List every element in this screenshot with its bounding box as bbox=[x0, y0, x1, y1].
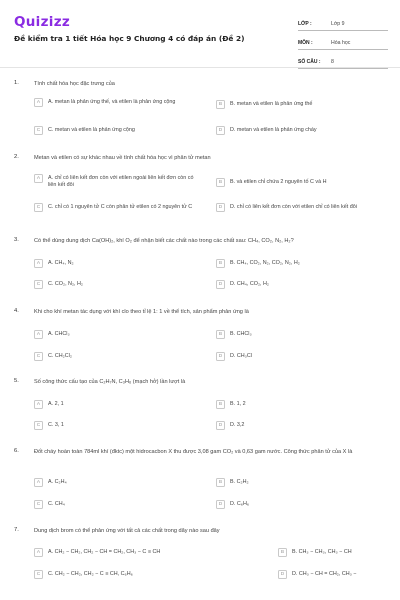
question-text: Số công thức cấu tạo của C₂H₇N, C₃H₆ (mạch hở) lần lượt là bbox=[34, 379, 186, 385]
meta-count-label: SỐ CÂU : bbox=[298, 59, 321, 65]
option-letter: B bbox=[216, 478, 225, 487]
option-letter: D bbox=[278, 570, 287, 579]
option-text: C. 3, 1 bbox=[48, 421, 64, 428]
worksheet-header bbox=[0, 0, 400, 64]
option-text: C. CO₂, N₂, H₂ bbox=[48, 280, 84, 287]
option-d[interactable] bbox=[216, 280, 392, 289]
option-text: D. chỉ có liên kết đơn còn với etilen chỉ có liên kết đôi bbox=[230, 203, 357, 210]
option-letter: B bbox=[216, 400, 225, 409]
option-c[interactable] bbox=[34, 421, 206, 430]
option-text: B. 1, 2 bbox=[230, 400, 246, 407]
option-text: B. CH₃ − CH₃, CH₃ − CH bbox=[292, 548, 352, 555]
option-a[interactable] bbox=[34, 400, 206, 409]
option-b[interactable] bbox=[216, 330, 392, 339]
option-letter: D bbox=[216, 421, 225, 430]
question-text: Dung dịch brom có thể phản ứng với tất cả các chất trong dãy nào sau đây bbox=[34, 528, 220, 534]
option-d[interactable] bbox=[278, 570, 398, 579]
option-text: A. metan là phản ứng thế, và etilen là phản ứng cộng bbox=[48, 98, 176, 105]
option-text: A. CH₂ − CH₂, CH₂ − CH = CH₂, CH₃ − C ≡ CH bbox=[48, 548, 161, 555]
option-text: B. CH₄, CO₂, N₂, CO₂, N₂, H₂ bbox=[230, 259, 300, 266]
option-text: A. CH₄, N₂ bbox=[48, 259, 74, 266]
option-letter: C bbox=[34, 570, 43, 579]
option-text: A. CHCl₃ bbox=[48, 330, 70, 337]
option-letter: D bbox=[216, 280, 225, 289]
option-letter: A bbox=[34, 548, 43, 557]
option-a[interactable] bbox=[34, 478, 206, 487]
option-text: C. CH₄ bbox=[48, 500, 65, 507]
option-d[interactable] bbox=[216, 421, 392, 430]
option-letter: B bbox=[278, 548, 287, 557]
question-number: 3. bbox=[14, 237, 19, 243]
question-number: 5. bbox=[14, 378, 19, 384]
option-text: B. CHCl₃ bbox=[230, 330, 252, 337]
meta-class-row bbox=[298, 14, 388, 31]
option-letter: C bbox=[34, 280, 43, 289]
worksheet-title: Đề kiểm tra 1 tiết Hóa học 9 Chương 4 có đáp án (Đề 2) bbox=[14, 34, 245, 43]
option-d[interactable] bbox=[216, 500, 392, 509]
question-text: Tính chất hóa học đặc trưng của bbox=[34, 81, 115, 87]
option-letter: C bbox=[34, 203, 43, 212]
option-c[interactable] bbox=[34, 203, 206, 212]
option-a[interactable] bbox=[34, 174, 206, 189]
option-text: B. metan và etilen là phản ứng thế bbox=[230, 100, 313, 107]
worksheet-meta bbox=[298, 14, 388, 71]
option-b[interactable] bbox=[278, 548, 398, 557]
option-letter: D bbox=[216, 203, 225, 212]
option-b[interactable] bbox=[216, 478, 392, 487]
quizizz-logo: Quizizz bbox=[14, 14, 71, 30]
option-text: D. CH₄, CO₂, H₂ bbox=[230, 280, 270, 287]
option-letter: A bbox=[34, 478, 43, 487]
option-text: A. C₂H₄ bbox=[48, 478, 67, 485]
option-letter: B bbox=[216, 100, 225, 109]
header-divider bbox=[0, 67, 400, 68]
option-a[interactable] bbox=[34, 330, 206, 339]
question-text: Đốt cháy hoàn toàn 784ml khí (đktc) một hidrocacbon X thu được 3,08 gam CO₂ và 0,63 gam nước. Công thức phân tử của X là bbox=[34, 449, 353, 455]
option-c[interactable] bbox=[34, 126, 206, 135]
option-text: D. CH₃ − CH = CH₂, CH₃ − bbox=[292, 570, 357, 577]
question-number: 4. bbox=[14, 308, 19, 314]
question-text: Có thể dùng dung dịch Ca(OH)₂, khí O₂ để nhận biết các chất nào trong các chất sau: CH₄, CO₂, N₂, H₂? bbox=[34, 238, 294, 244]
option-d[interactable] bbox=[216, 126, 392, 135]
option-text: C. chỉ có 1 nguyên tử C còn phân tử etilen có 2 nguyên tử C bbox=[48, 203, 193, 210]
option-a[interactable] bbox=[34, 98, 206, 107]
question-number: 2. bbox=[14, 154, 19, 160]
question-number: 7. bbox=[14, 527, 19, 533]
option-letter: D bbox=[216, 126, 225, 135]
option-b[interactable] bbox=[216, 400, 392, 409]
option-a[interactable] bbox=[34, 259, 206, 268]
option-c[interactable] bbox=[34, 352, 206, 361]
option-c[interactable] bbox=[34, 570, 206, 579]
option-text: D. C₆H₆ bbox=[230, 500, 250, 507]
question-text: Khi cho khí metan tác dụng với khí clo theo tỉ lệ 1: 1 về thể tích, sản phẩm phản ứng là bbox=[34, 309, 249, 315]
option-text: C. metan và etilen là phản ứng cộng bbox=[48, 126, 135, 133]
option-letter: C bbox=[34, 500, 43, 509]
option-b[interactable] bbox=[216, 259, 392, 268]
option-letter: A bbox=[34, 259, 43, 268]
question-number: 6. bbox=[14, 448, 19, 454]
option-c[interactable] bbox=[34, 500, 206, 509]
option-text: C. CH₂Cl₂ bbox=[48, 352, 72, 359]
option-c[interactable] bbox=[34, 280, 206, 289]
option-letter: A bbox=[34, 174, 43, 183]
option-text: A. 2, 1 bbox=[48, 400, 64, 407]
option-letter: D bbox=[216, 500, 225, 509]
meta-subject-row bbox=[298, 33, 388, 50]
option-text: C. CH₂ − CH₂, CH₂ − C ≡ CH, C₆H₆ bbox=[48, 570, 133, 577]
option-letter: A bbox=[34, 330, 43, 339]
meta-subject-label: MÔN : bbox=[298, 40, 313, 46]
option-letter: A bbox=[34, 98, 43, 107]
option-d[interactable] bbox=[216, 203, 392, 212]
meta-count-value: 8 bbox=[331, 59, 334, 65]
meta-class-value: Lớp 9 bbox=[331, 21, 345, 27]
option-letter: A bbox=[34, 400, 43, 409]
meta-class-label: LỚP : bbox=[298, 21, 312, 27]
question-number: 1. bbox=[14, 80, 19, 86]
option-text: B. C₂H₂ bbox=[230, 478, 249, 485]
option-letter: B bbox=[216, 178, 225, 187]
option-letter: C bbox=[34, 126, 43, 135]
option-text: D. CH₃Cl bbox=[230, 352, 252, 359]
option-letter: B bbox=[216, 330, 225, 339]
question-text: Metan và etilen có sự khác nhau về tính chất hóa học vì phân tử metan bbox=[34, 155, 211, 161]
option-b[interactable] bbox=[216, 178, 392, 187]
option-text: A. chỉ có liên kết đơn còn với etilen ngoài liên kết đơn còn có liên kết đôi bbox=[48, 174, 194, 188]
option-text: B. và etilen chỉ chứa 2 nguyên tố C và H bbox=[230, 178, 327, 185]
option-b[interactable] bbox=[216, 100, 392, 109]
option-letter: C bbox=[34, 352, 43, 361]
meta-subject-value: Hóa học bbox=[331, 40, 351, 46]
option-text: D. 3,2 bbox=[230, 421, 245, 428]
option-letter: D bbox=[216, 352, 225, 361]
option-text: D. metan và etilen là phản ứng cháy bbox=[230, 126, 317, 133]
option-letter: C bbox=[34, 421, 43, 430]
option-letter: B bbox=[216, 259, 225, 268]
option-d[interactable] bbox=[216, 352, 392, 361]
option-a[interactable] bbox=[34, 548, 206, 557]
